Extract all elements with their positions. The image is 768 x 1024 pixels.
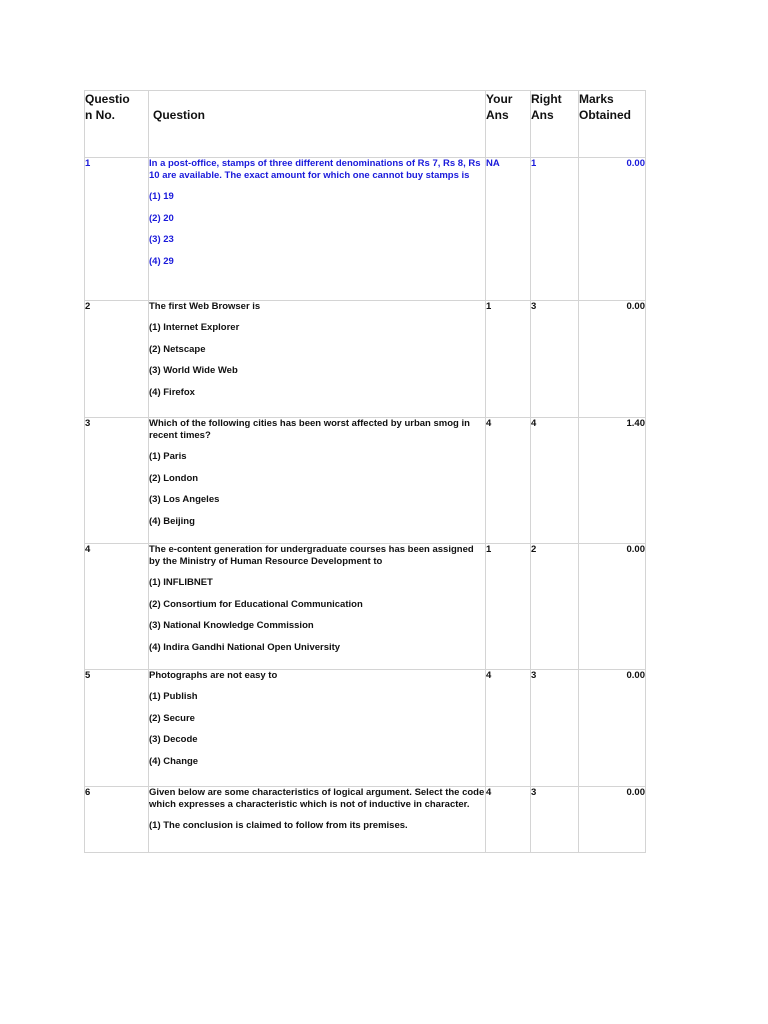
question-cell — [149, 787, 486, 853]
right-answer: 1 — [531, 158, 579, 301]
option: (2) Secure — [149, 712, 195, 724]
results-table — [84, 90, 646, 853]
question-number: 5 — [85, 670, 149, 787]
option: (1) 19 — [149, 191, 174, 202]
header-right-ans: Right Ans — [531, 91, 579, 158]
table-row — [85, 670, 646, 787]
question-cell — [149, 301, 486, 418]
question-number: 1 — [85, 158, 149, 301]
table-row — [85, 787, 646, 853]
your-answer: 4 — [486, 418, 531, 544]
marks-obtained: 0.00 — [579, 544, 646, 670]
your-answer: 1 — [486, 544, 531, 670]
option: (4) Firefox — [149, 386, 195, 398]
option: (2) London — [149, 472, 199, 484]
option: (1) Paris — [149, 451, 187, 462]
table-row — [85, 418, 646, 544]
right-answer: 3 — [531, 787, 579, 853]
question-number: 3 — [85, 418, 149, 544]
your-answer: 4 — [486, 670, 531, 787]
marks-obtained: 1.40 — [579, 418, 646, 544]
header-question: Question — [149, 91, 486, 158]
marks-obtained: 0.00 — [579, 158, 646, 301]
your-answer: NA — [486, 158, 531, 301]
option: (3) National Knowledge Commission — [149, 620, 314, 631]
right-answer: 3 — [531, 670, 579, 787]
option: (3) 23 — [149, 234, 174, 245]
marks-obtained: 0.00 — [579, 670, 646, 787]
table-header-row — [85, 91, 646, 158]
question-number: 2 — [85, 301, 149, 418]
question-cell — [149, 670, 486, 787]
question-number: 6 — [85, 787, 149, 853]
question-text: The e-content generation for undergraduate courses has been assigned by the Ministry of Human Resource Development to — [149, 544, 474, 567]
option: (2) 20 — [149, 212, 174, 224]
option: (1) Internet Explorer — [149, 322, 240, 333]
header-question-no: Questio n No. — [85, 91, 149, 158]
header-your-ans: Your Ans — [486, 91, 531, 158]
right-answer: 2 — [531, 544, 579, 670]
marks-obtained: 0.00 — [579, 787, 646, 853]
option: (4) Beijing — [149, 515, 195, 527]
option: (3) Decode — [149, 734, 198, 745]
option: (2) Consortium for Educational Communication — [149, 598, 363, 610]
option: (4) Change — [149, 755, 199, 767]
option: (3) Los Angeles — [149, 494, 220, 505]
question-text: In a post-office, stamps of three different denominations of Rs 7, Rs 8, Rs 10 are available. The exact amount for which one cannot buy stamps is — [149, 158, 481, 181]
table-row — [85, 544, 646, 670]
option: (2) Netscape — [149, 343, 206, 355]
question-number: 4 — [85, 544, 149, 670]
question-text: Photographs are not easy to — [149, 670, 278, 681]
right-answer: 3 — [531, 301, 579, 418]
table-row — [85, 158, 646, 301]
question-text: Which of the following cities has been worst affected by urban smog in recent times? — [149, 418, 470, 441]
your-answer: 1 — [486, 301, 531, 418]
option: (4) Indira Gandhi National Open University — [149, 641, 341, 653]
table-row — [85, 301, 646, 418]
question-text: The first Web Browser is — [149, 301, 261, 312]
option: (1) The conclusion is claimed to follow from its premises. — [149, 820, 408, 831]
question-text: Given below are some characteristics of logical argument. Select the code which expresses a characteristic which is not of inductive in character. — [149, 787, 485, 810]
right-answer: 4 — [531, 418, 579, 544]
question-cell — [149, 158, 486, 301]
option: (4) 29 — [149, 255, 174, 267]
header-marks-obtained: Marks Obtained — [579, 91, 646, 158]
option: (1) Publish — [149, 691, 198, 702]
question-cell — [149, 544, 486, 670]
option: (1) INFLIBNET — [149, 577, 213, 588]
option: (3) World Wide Web — [149, 365, 238, 376]
question-cell — [149, 418, 486, 544]
marks-obtained: 0.00 — [579, 301, 646, 418]
your-answer: 4 — [486, 787, 531, 853]
